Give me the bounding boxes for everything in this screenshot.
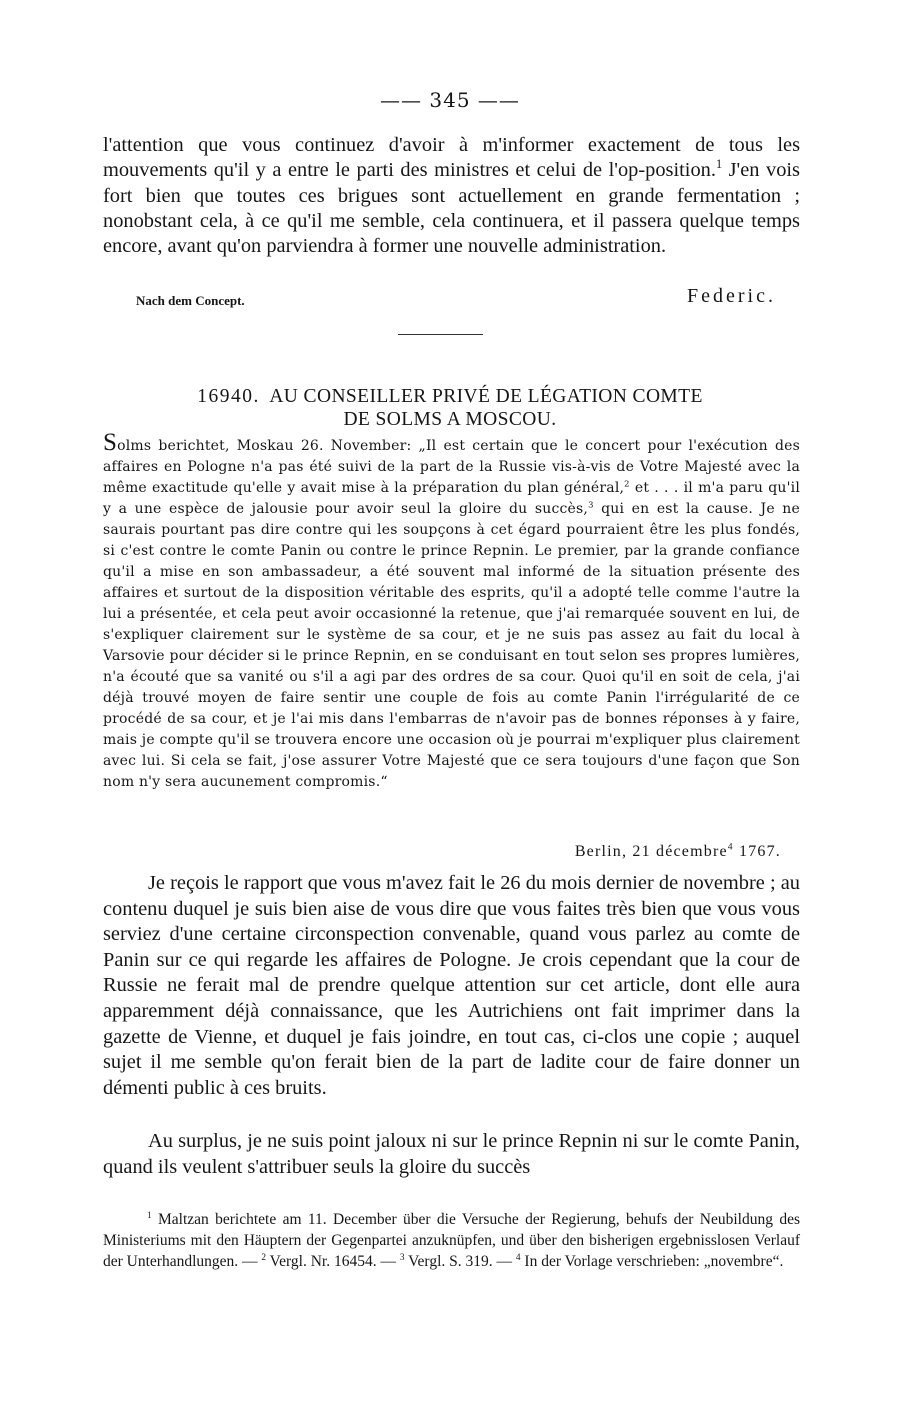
footnote-marker: 1 bbox=[715, 157, 723, 172]
letter-paragraph-1: Je reçois le rapport que vous m'avez fait le 26 du mois dernier de novembre ; au contenu duquel je suis bien aise de vous dire que vous faites très bien que vous vous serviez d'une certaine circonspection convenable, quand vous parlez au comte de Panin sur ce qui regarde les affaires de Pologne. Je crois cependant que la cour de Russie ne ferait mal de prendre quelque attention sur cet article, dont elle aura apparemment déjà connaissance, que les Autrichiens ont fait imprimer dans la gazette de Vienne, et duquel je fais joindre, en tout cas, ci-clos une copie ; auquel sujet il me semble qu'on ferait bien de la part de ladite cour de faire donner un démenti public à ces bruits. bbox=[103, 872, 800, 1099]
document-number: 16940. bbox=[197, 386, 260, 407]
dateline bbox=[575, 843, 781, 861]
footnote-marker: 3 bbox=[588, 499, 594, 510]
footnote-text: Vergl. Nr. 16454. — bbox=[266, 1253, 400, 1270]
report-dropcap: S bbox=[103, 429, 118, 456]
section-divider bbox=[398, 334, 483, 335]
document-title-line1: AU CONSEILLER PRIVÉ DE LÉGATION COMTE bbox=[269, 386, 703, 407]
continuation-text: l'attention que vous continuez d'avoir à m'informer exactement de tous les mouvements qu'il y a entre le parti des ministres et celui de l'op-position. bbox=[103, 134, 800, 182]
footnote-number: 1 bbox=[147, 1210, 152, 1221]
report-text-1: olms berichtet, Moskau 26. November: „Il est certain que le concert pour l'exécution des affaires en Pologne n'a pas été suivi de la part de la Russie vis-à-vis de Votre Majesté avec la même exactitude qu'elle y avait mise à la préparation du plan général, bbox=[103, 438, 800, 496]
footnote-marker: 4 bbox=[727, 841, 734, 853]
dateline-text: Berlin, 21 décembre bbox=[574, 843, 728, 860]
report-text-3: qui en est la cause. Je ne saurais pourtant pas dire contre qui les soupçons à cet égard pourraient être les plus fondés, si c'est contre le comte Panin ou contre le prince Repnin. Le premier, par la grande confiance qu'il a mise en son ambassadeur, a été souvent mal informé de la situation présente des affaires et surtout de la disposition véritable des esprits, qu'il a adopté telle comme l'autre la lui a présentée, et cela peut avoir occasionné la retenue, que j'ai remarquée souvent en lui, de s'expliquer clairement sur le système de sa cour, et je ne suis pas assez au fait du local à Varsovie pour décider si le prince Repnin, en se conduisant en tout selon ses propres lumières, n'a écouté que sa vanité ou s'il a agi par des ordres de sa cour. Quoi qu'il en soit de cela, j'ai déjà trouvé moyen de faire sentir une couple de fois au comte Panin l'irrégularité de ce procédé de sa cour, et je l'ai mis dans l'embarras de n'avoir pas de bonnes réponses à y faire, mais je compte qu'il se trouvera encore une occasion où je pourrai m'expliquer plus clairement avec lui. Si cela se fait, j'ose assurer Votre Majesté que ce sera toujours d'une façon que Son nom n'y sera aucunement compromis.“ bbox=[103, 501, 800, 790]
signature: Federic. bbox=[687, 285, 776, 307]
letter-paragraph-2: Au surplus, je ne suis point jaloux ni sur le prince Repnin ni sur le comte Panin, quand ils veulent s'attribuer seuls la gloire du succès bbox=[103, 1130, 800, 1178]
footnote-number: 3 bbox=[399, 1252, 405, 1263]
document-title-line2: DE SOLMS A MOSCOU. bbox=[343, 409, 557, 430]
document-heading-line1 bbox=[100, 385, 800, 408]
footnote-text: Maltzan berichtete am 11. December über die Versuche der Regierung, behufs der Neubildung des Ministeriums mit den Häuptern der Gegenpartei anzuknüpfen, und über den bisherigen ergebnisslosen Verlauf der Unterhandlungen. — bbox=[103, 1211, 800, 1270]
report-summary bbox=[103, 429, 800, 793]
footnotes bbox=[103, 1209, 800, 1272]
footnote-number: 4 bbox=[515, 1252, 521, 1263]
continuation-text-after: J'en vois fort bien que toutes ces brigues sont actuellement en grande fermentation ; nonobstant cela, à ce qu'il me semble, cela continuera, et il passera quelque temps encore, avant qu'on parviendra à former une nouvelle administration. bbox=[103, 159, 800, 258]
dateline-year: 1767. bbox=[733, 843, 781, 860]
footnote-marker: 2 bbox=[624, 478, 630, 489]
footnote-text: Vergl. S. 319. — bbox=[404, 1253, 516, 1270]
footnote-text: In der Vorlage verschrieben: „novembre“. bbox=[520, 1253, 784, 1270]
report-text-2: et . . . il m'a paru qu'il y a une espèce de jalousie pour avoir seul la gloire du succès, bbox=[103, 480, 800, 517]
page-number: —— 345 —— bbox=[380, 88, 520, 112]
footnote-number: 2 bbox=[261, 1252, 267, 1263]
document-heading bbox=[100, 385, 800, 431]
continuation-paragraph bbox=[103, 133, 800, 259]
source-note: Nach dem Concept. bbox=[136, 293, 245, 308]
